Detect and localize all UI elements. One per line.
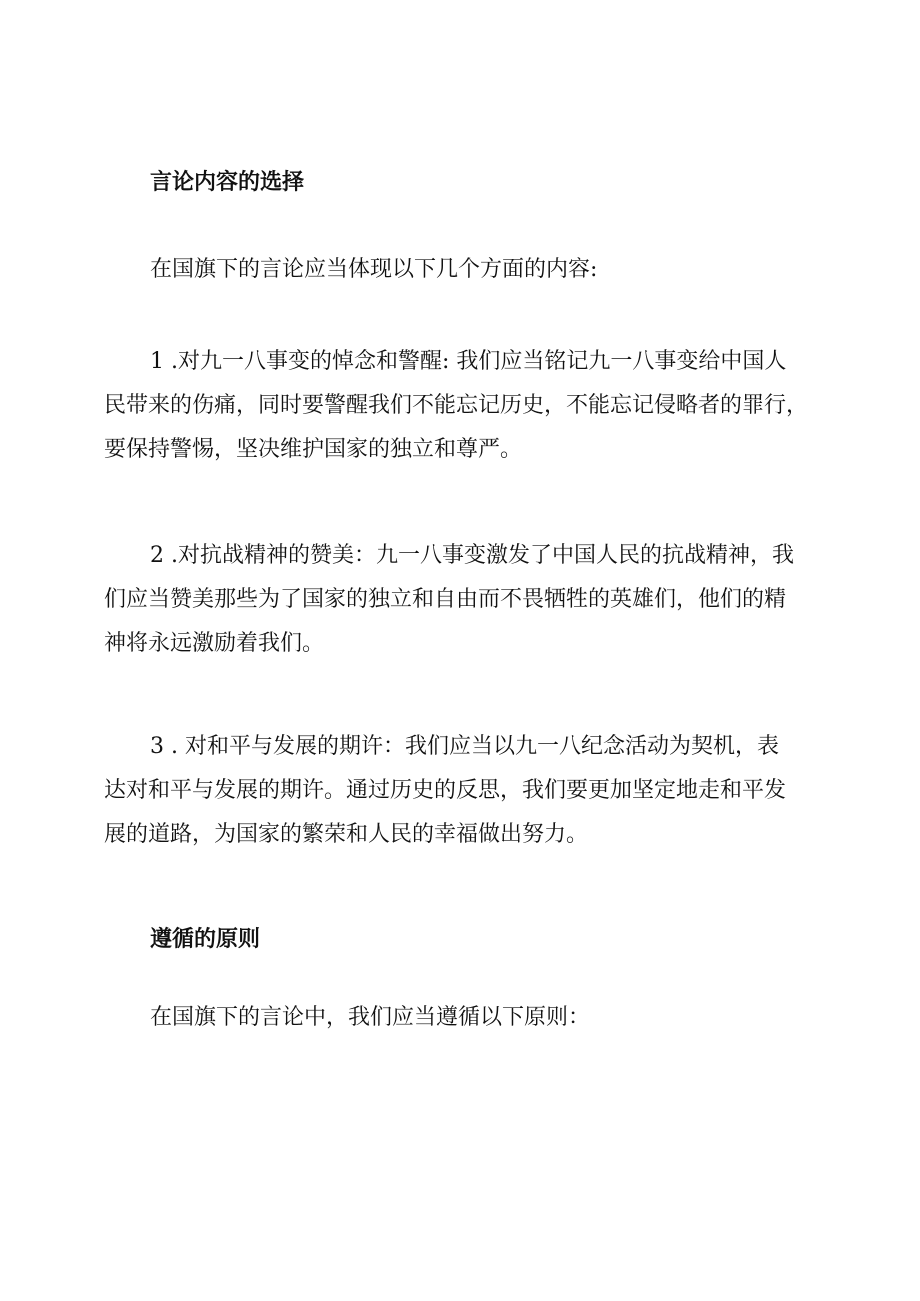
list-item-line: 们应当赞美那些为了国家的独立和自由而不畏牺牲的英雄们，他们的精 <box>104 587 787 612</box>
section-intro-content-choice: 在国旗下的言论应当体现以下几个方面的内容: <box>150 257 598 282</box>
list-item-line: 1 .对九一八事变的悼念和警醒: 我们应当铭记九一八事变给中国人 <box>150 349 787 374</box>
list-item-2 <box>104 534 820 666</box>
list-item-line: 民带来的伤痛，同时要警醒我们不能忘记历史，不能忘记侵略者的罪行， <box>104 393 809 418</box>
list-item-line: 2 .对抗战精神的赞美：九一八事变激发了中国人民的抗战精神，我 <box>150 543 794 568</box>
list-item-line: 3 . 对和平与发展的期许：我们应当以九一八纪念活动为契机，表 <box>150 734 779 759</box>
list-item-line: 达对和平与发展的期许。通过历史的反思，我们要更加坚定地走和平发 <box>104 778 787 803</box>
list-item-3 <box>104 725 820 857</box>
section-heading-principles: 遵循的原则 <box>150 927 261 952</box>
list-item-1 <box>104 340 820 472</box>
section-intro-principles: 在国旗下的言论中，我们应当遵循以下原则： <box>150 1005 591 1030</box>
list-item-line: 展的道路，为国家的繁荣和人民的幸福做出努力。 <box>104 822 589 847</box>
section-heading-content-choice: 言论内容的选择 <box>150 170 305 195</box>
list-item-line: 要保持警惕，坚决维护国家的独立和尊严。 <box>104 437 523 462</box>
list-item-line: 神将永远激励着我们。 <box>104 631 325 656</box>
